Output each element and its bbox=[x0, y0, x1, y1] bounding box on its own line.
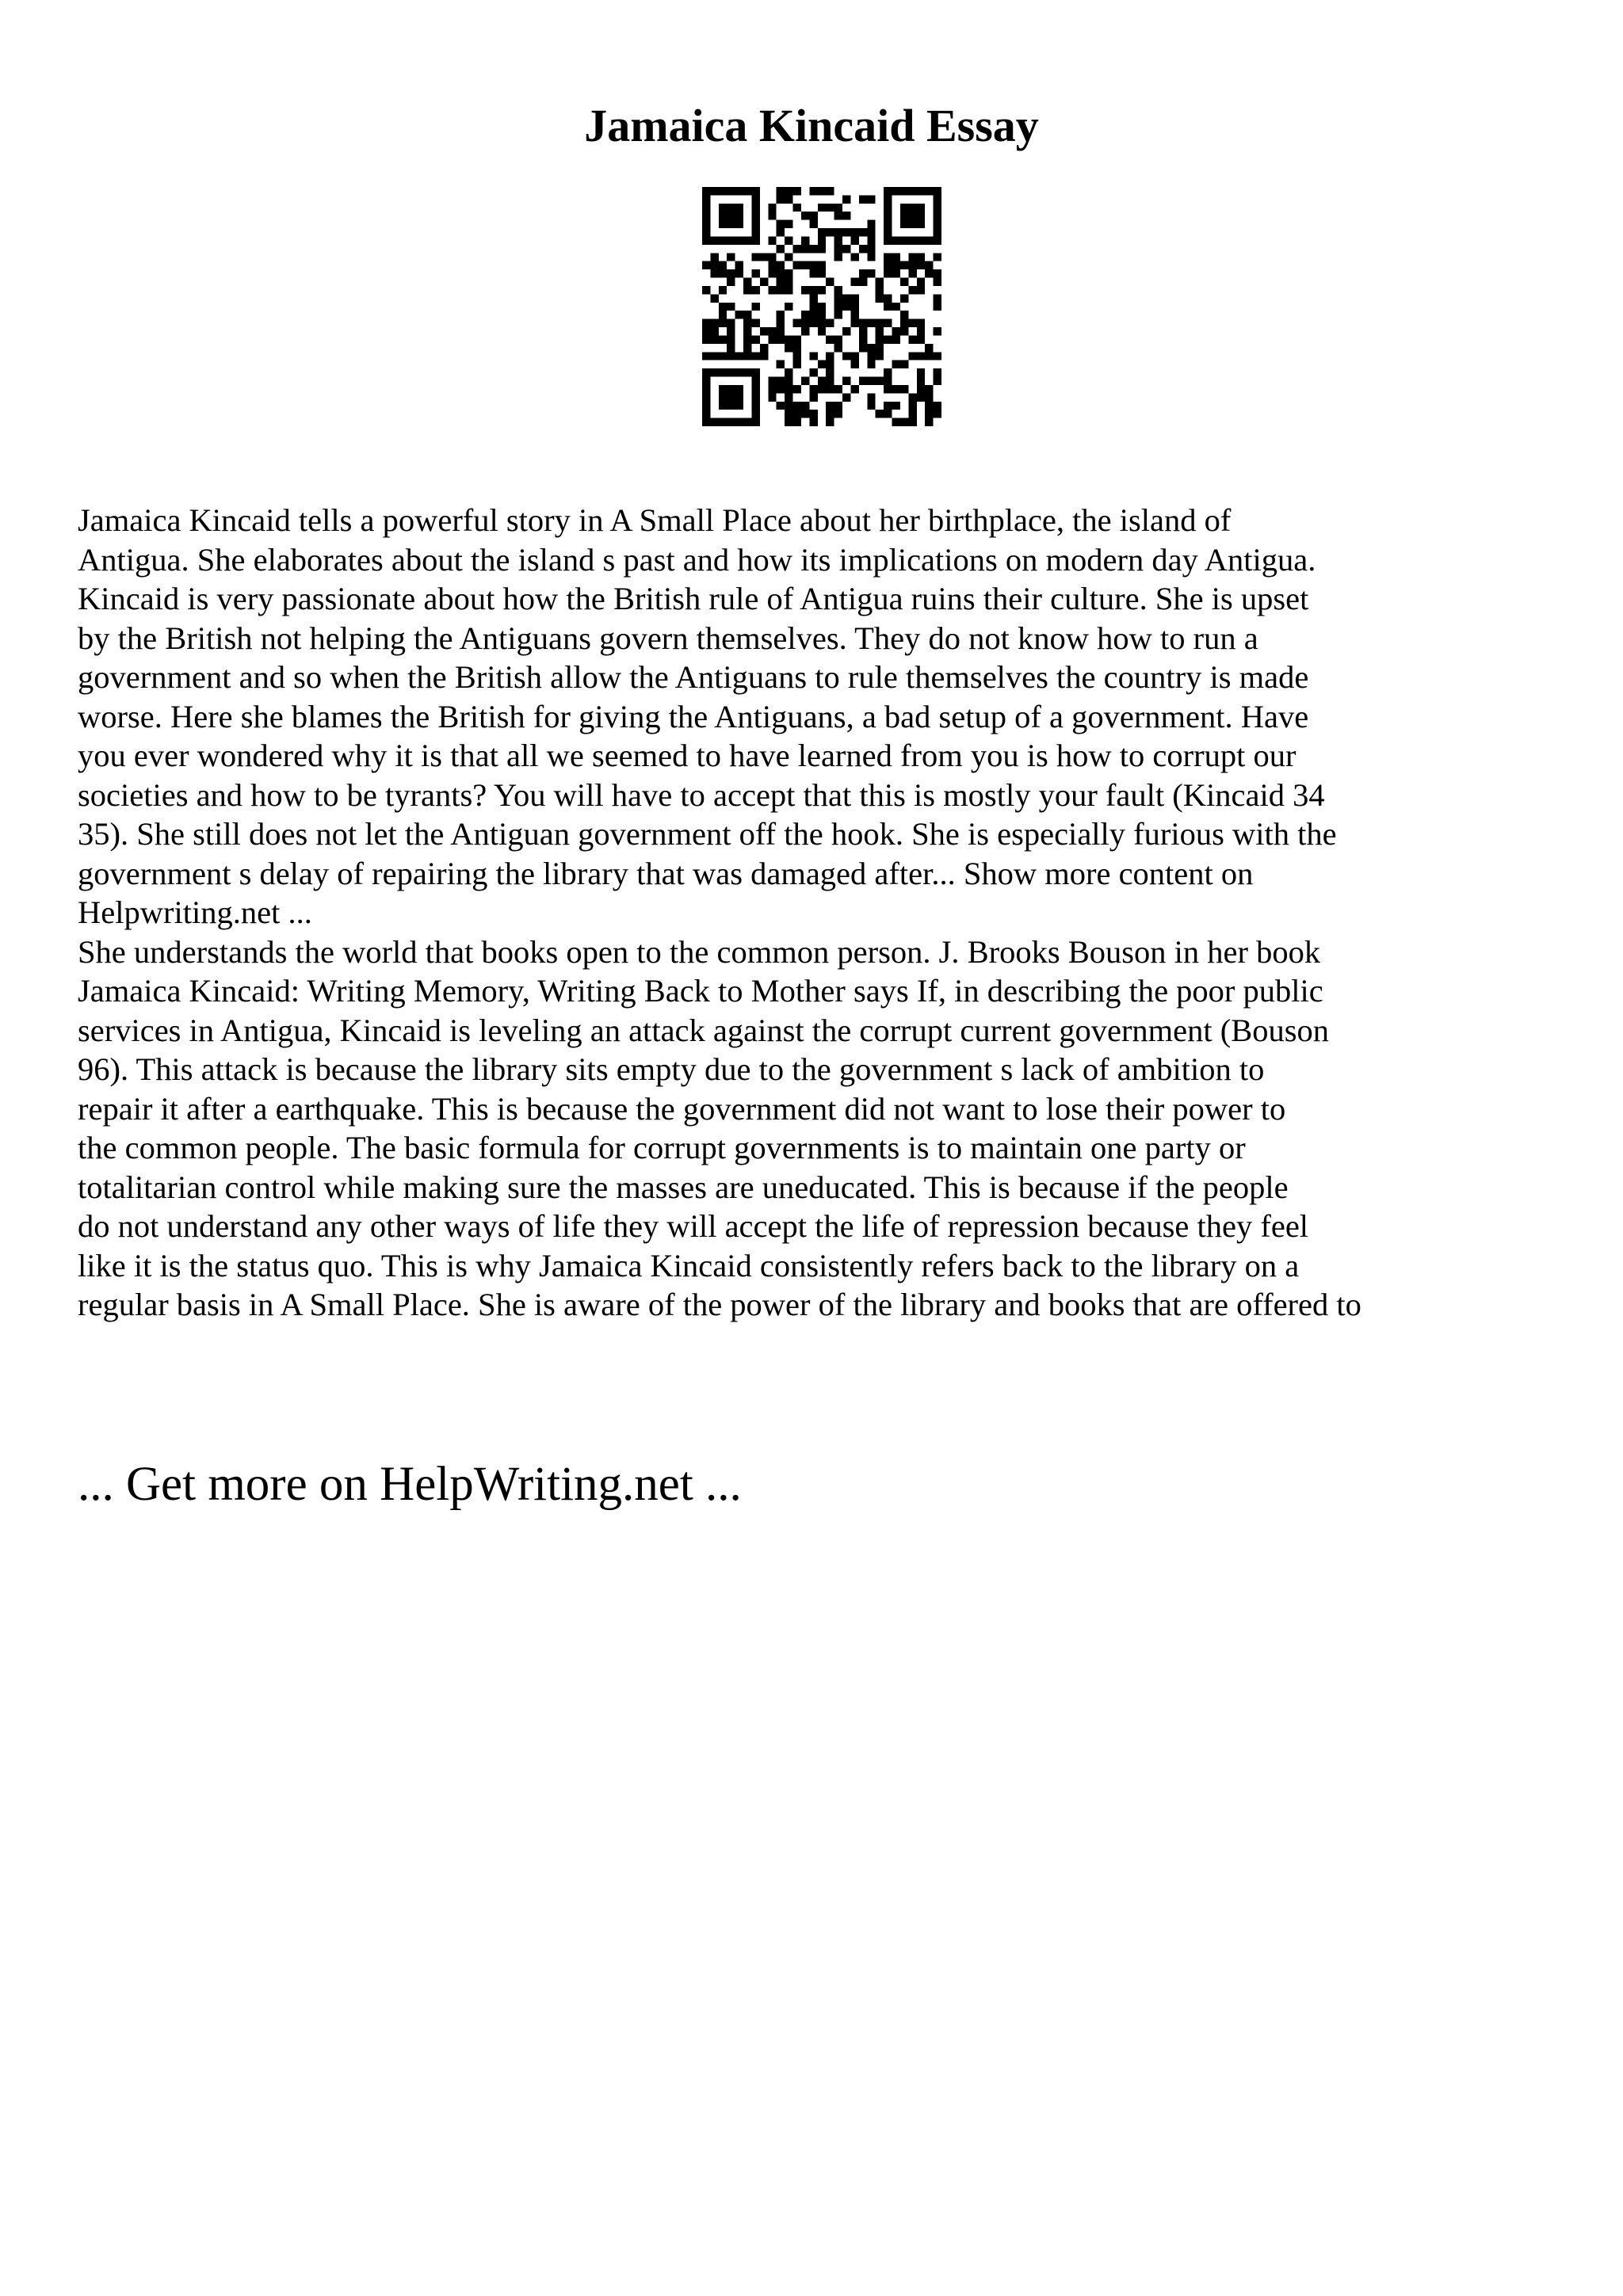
text-line: repair it after a earthquake. This is because the government did not want to lose their power to bbox=[78, 1090, 1286, 1127]
text-line: services in Antigua, Kincaid is leveling an attack against the corrupt current government (Bouson bbox=[78, 1012, 1330, 1048]
text-line: 96). This attack is because the library sits empty due to the government s lack of ambition to bbox=[78, 1051, 1265, 1087]
text-line: Antigua. She elaborates about the island s past and how its implications on modern day Antigua. bbox=[78, 541, 1316, 578]
document-title: Jamaica Kincaid Essay bbox=[584, 100, 1039, 151]
text-line: Jamaica Kincaid: Writing Memory, Writing Back to Mother says If, in describing the poor public bbox=[78, 973, 1323, 1009]
text-line: Helpwriting.net ... bbox=[78, 894, 312, 930]
text-line: regular basis in A Small Place. She is aware of the power of the library and books that are offered to bbox=[78, 1287, 1361, 1322]
text-line: government and so when the British allow the Antiguans to rule themselves the country is made bbox=[78, 659, 1309, 695]
text-line: you ever wondered why it is that all we seemed to have learned from you is how to corrupt our bbox=[78, 738, 1296, 773]
qr-code-icon bbox=[702, 187, 941, 426]
text-line: Jamaica Kincaid tells a powerful story in A Small Place about her birthplace, the island of bbox=[78, 502, 1232, 538]
get-more-link[interactable]: ... Get more on HelpWriting.net ... bbox=[78, 1458, 742, 1511]
text-line: societies and how to be tyrants? You will have to accept that this is mostly your fault (Kincaid 34 bbox=[78, 776, 1325, 813]
text-line: by the British not helping the Antiguans govern themselves. They do not know how to run a bbox=[78, 620, 1258, 656]
qr-code-graphic bbox=[702, 187, 941, 426]
text-line: Kincaid is very passionate about how the British rule of Antigua ruins their culture. She is upset bbox=[78, 581, 1309, 616]
text-line: 35). She still does not let the Antiguan government off the hook. She is especially furious with the bbox=[78, 816, 1337, 852]
text-line: She understands the world that books open to the common person. J. Brooks Bouson in her book bbox=[78, 933, 1321, 970]
text-line: government s delay of repairing the library that was damaged after... Show more content on bbox=[78, 855, 1254, 891]
essay-paragraph-1 bbox=[78, 501, 1568, 933]
text-line: do not understand any other ways of life they will accept the life of repression because they feel bbox=[78, 1208, 1309, 1244]
essay-paragraph-2 bbox=[78, 933, 1568, 1325]
text-line: worse. Here she blames the British for giving the Antiguans, a bad setup of a government. Have bbox=[78, 698, 1309, 734]
text-line: totalitarian control while making sure the masses are uneducated. This is because if the people bbox=[78, 1169, 1289, 1205]
text-line: the common people. The basic formula for corrupt governments is to maintain one party or bbox=[78, 1130, 1246, 1165]
text-line: like it is the status quo. This is why Jamaica Kincaid consistently refers back to the library on a bbox=[78, 1247, 1300, 1283]
essay-body bbox=[78, 501, 1568, 1325]
